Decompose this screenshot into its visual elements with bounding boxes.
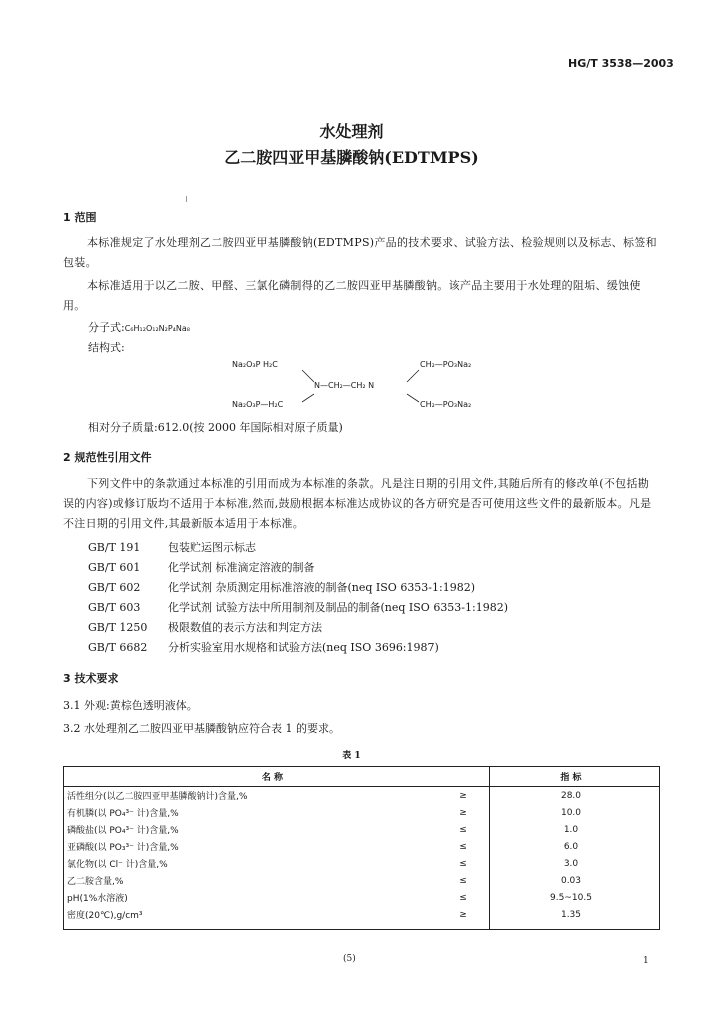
relative-molecular-mass: 相对分子质量:612.0(按 2000 年国际相对原子质量) xyxy=(88,421,343,434)
molecular-formula: C₆H₁₂O₁₂N₂P₄Na₈ xyxy=(124,324,190,333)
page-corner-mark: 1 xyxy=(643,956,649,966)
ref-item xyxy=(88,599,508,615)
section-1-heading: 1 范围 xyxy=(63,211,97,224)
row-name: pH(1%水溶液) xyxy=(67,894,128,904)
row-name: 磷酸盐(以 PO₄³⁻ 计)含量,% xyxy=(67,826,179,836)
row-value: 1.0 xyxy=(563,824,579,835)
ref-item xyxy=(88,579,475,595)
ref-title: 包装贮运图示标志 xyxy=(168,541,256,554)
table-row xyxy=(63,804,660,821)
row-name: 亚磷酸(以 PO₃³⁻ 计)含量,% xyxy=(67,843,179,853)
structure-center: N—CH₂—CH₂ N xyxy=(314,381,375,390)
table-row xyxy=(63,838,660,855)
table-row xyxy=(63,872,660,889)
row-name: 有机膦(以 PO₄³⁻ 计)含量,% xyxy=(67,809,179,819)
row-operator: ≤ xyxy=(459,841,467,852)
table-row xyxy=(63,906,660,923)
ref-title: 化学试剂 试验方法中所用制剂及制品的制备(neq ISO 6353-1:1982) xyxy=(168,601,509,614)
structure-bonds xyxy=(232,358,512,418)
row-name: 氯化物(以 Cl⁻ 计)含量,% xyxy=(67,860,168,870)
row-value: 0.03 xyxy=(560,875,582,886)
structure-right-bottom: CH₂—PO₃Na₂ xyxy=(420,400,472,409)
table-row xyxy=(63,889,660,906)
header-name: 名 称 xyxy=(63,766,482,787)
structural-formula xyxy=(232,358,512,418)
ref-code: GB/T 1250 xyxy=(88,621,148,634)
ref-title: 极限数值的表示方法和判定方法 xyxy=(168,621,322,634)
page-number: (5) xyxy=(343,954,356,964)
table-row xyxy=(63,821,660,838)
row-value: 28.0 xyxy=(560,790,582,801)
row-operator: ≤ xyxy=(459,875,467,886)
ref-title: 分析实验室用水规格和试验方法(neq ISO 3696:1987) xyxy=(168,641,439,654)
structure-left-bottom: Na₂O₃P—H₂C xyxy=(232,400,284,409)
structure-right-top: CH₂—PO₃Na₂ xyxy=(420,360,472,369)
table-row xyxy=(63,787,660,805)
section-3-heading: 3 技术要求 xyxy=(63,672,119,685)
formula-label: 分子式: xyxy=(88,321,125,334)
row-name: 活性组分(以乙二胺四亚甲基膦酸钠计)含量,% xyxy=(67,792,248,802)
ref-item xyxy=(88,539,256,555)
section-1-para-1: 本标准规定了水处理剂乙二胺四亚甲基膦酸钠(EDTMPS)产品的技术要求、试验方法、检验规则以及标志、标签和包装。 xyxy=(63,236,657,269)
row-operator: ≥ xyxy=(459,807,467,818)
scan-speck xyxy=(186,196,187,202)
section-2-heading: 2 规范性引用文件 xyxy=(63,451,152,464)
title-line-2: 乙二胺四亚甲基膦酸钠(EDTMPS) xyxy=(224,148,479,167)
row-name: 密度(20℃),g/cm³ xyxy=(67,911,143,921)
table-header-row xyxy=(63,766,660,787)
row-name: 乙二胺含量,% xyxy=(67,877,124,887)
section-3-2: 3.2 水处理剂乙二胺四亚甲基膦酸钠应符合表 1 的要求。 xyxy=(63,722,340,735)
section-3-1: 3.1 外观:黄棕色透明液体。 xyxy=(63,699,198,712)
ref-title: 化学试剂 杂质测定用标准溶液的制备(neq ISO 6353-1:1982) xyxy=(168,581,476,594)
ref-code: GB/T 6682 xyxy=(88,641,148,654)
row-value: 3.0 xyxy=(563,858,579,869)
section-2-para: 下列文件中的条款通过本标准的引用而成为本标准的条款。凡是注日期的引用文件,其随后所有的修改单(不包括勘误的内容)或修订版均不适用于本标准,然而,鼓励根据本标准达成协议的各方研究是否可使用这些文件的最新版本。凡是不注日期的引用文件,其最新版本适用于本标准。 xyxy=(63,477,652,530)
table-caption: 表 1 xyxy=(342,751,361,761)
row-value: 9.5~10.5 xyxy=(550,892,592,903)
section-1-para-2: 本标准适用于以乙二胺、甲醛、三氯化磷制得的乙二胺四亚甲基膦酸钠。该产品主要用于水处理的阻垢、缓蚀使用。 xyxy=(63,279,641,312)
row-operator: ≥ xyxy=(459,909,467,920)
row-value: 1.35 xyxy=(560,909,582,920)
row-operator: ≥ xyxy=(459,790,467,801)
title-line-1: 水处理剂 xyxy=(319,122,384,141)
formula-row xyxy=(88,319,190,335)
ref-code: GB/T 191 xyxy=(88,541,141,554)
header-value: 指 标 xyxy=(482,766,660,787)
standard-number: HG/T 3538—2003 xyxy=(568,57,674,70)
row-operator: ≤ xyxy=(459,892,467,903)
row-operator: ≤ xyxy=(459,824,467,835)
ref-title: 化学试剂 标准滴定溶液的制备 xyxy=(168,561,315,574)
row-value: 10.0 xyxy=(560,807,582,818)
table-row xyxy=(63,855,660,872)
row-operator: ≤ xyxy=(459,858,467,869)
ref-code: GB/T 602 xyxy=(88,581,141,594)
ref-item xyxy=(88,559,315,575)
ref-item xyxy=(88,619,322,635)
structure-left-top: Na₂O₃P H₂C xyxy=(232,360,278,369)
row-value: 6.0 xyxy=(563,841,579,852)
ref-code: GB/T 603 xyxy=(88,601,141,614)
ref-code: GB/T 601 xyxy=(88,561,141,574)
ref-item xyxy=(88,639,439,655)
requirements-table xyxy=(63,766,660,923)
structure-label: 结构式: xyxy=(88,341,125,354)
